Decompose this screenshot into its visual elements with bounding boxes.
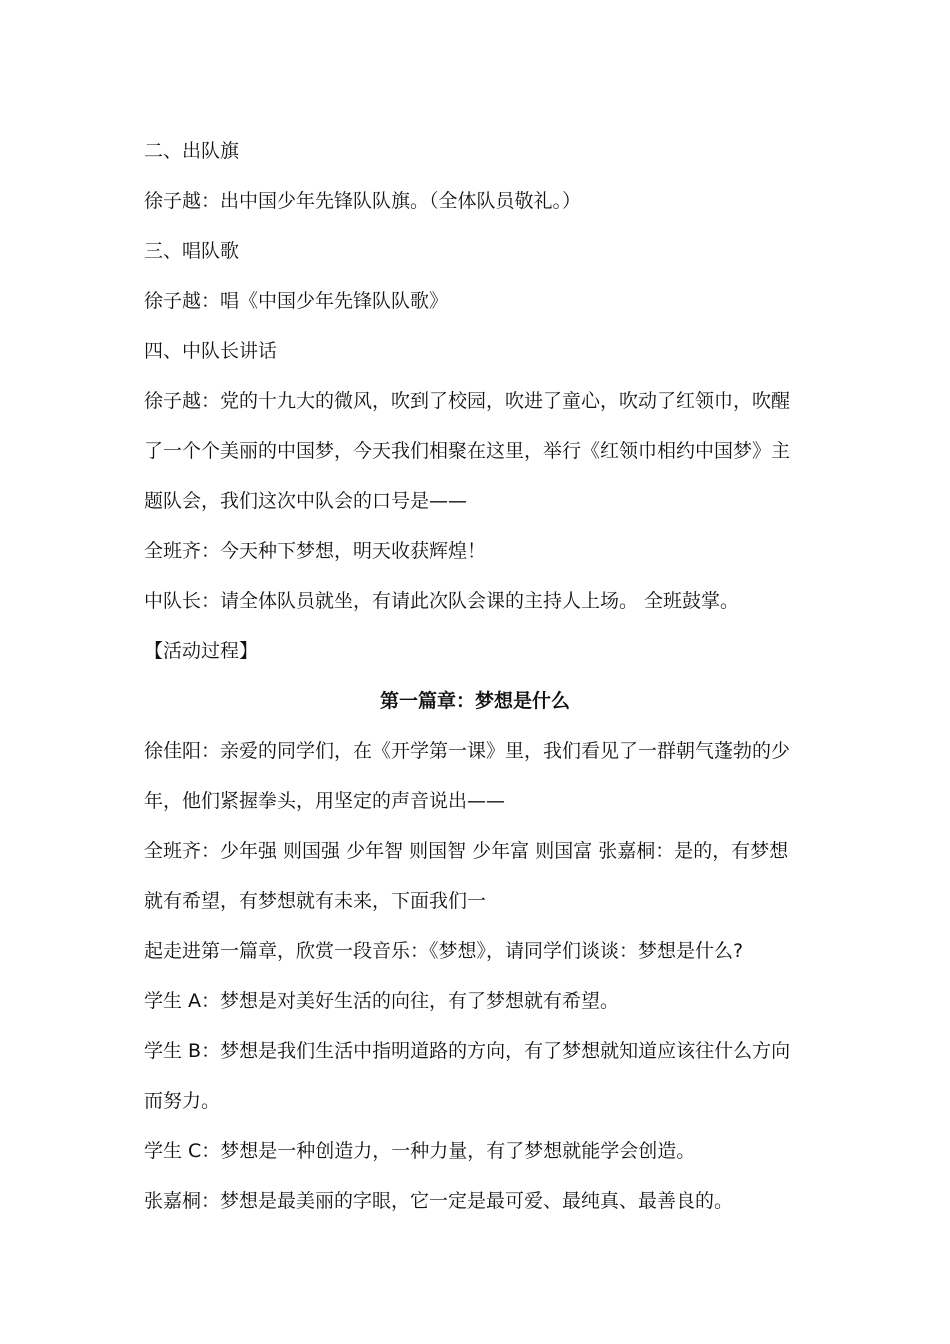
- paragraph-line: 起走进第一篇章，欣赏一段音乐：《梦想》，请同学们谈谈：梦想是什么?: [144, 940, 744, 962]
- paragraph-line: 学生 C：梦想是一种创造力，一种力量，有了梦想就能学会创造。: [144, 1140, 696, 1162]
- paragraph-line: 全班齐：今天种下梦想，明天收获辉煌！: [144, 540, 487, 562]
- paragraph-line: 学生 B：梦想是我们生活中指明道路的方向，有了梦想就知道应该往什么方向: [144, 1040, 791, 1062]
- paragraph-line: 徐子越：唱《中国少年先锋队队歌》: [144, 290, 449, 312]
- paragraph-line: 中队长：请全体队员就坐，有请此次队会课的主持人上场。 全班鼓掌。: [144, 590, 740, 612]
- paragraph-line: 题队会，我们这次中队会的口号是——: [144, 490, 468, 512]
- section-heading-activity-process: 【活动过程】: [144, 640, 259, 662]
- section-heading-sing-song: 三、唱队歌: [144, 240, 240, 262]
- paragraph-line: 年，他们紧握拳头，用坚定的声音说出——: [144, 790, 506, 812]
- paragraph-line: 徐子越：出中国少年先锋队队旗。（全体队员敬礼。）: [144, 190, 582, 212]
- document-body: [144, 133, 809, 1233]
- chapter-title: 第一篇章：梦想是什么: [379, 690, 570, 712]
- paragraph-line: 了一个个美丽的中国梦，今天我们相聚在这里，举行《红领巾相约中国梦》主: [144, 440, 791, 462]
- paragraph-line: 全班齐：少年强 则国强 少年智 则国智 少年富 则国富 张嘉桐：是的，有梦想: [144, 840, 789, 862]
- paragraph-line: 徐佳阳：亲爱的同学们，在《开学第一课》里，我们看见了一群朝气蓬勃的少: [144, 740, 791, 762]
- paragraph-line: 学生 A：梦想是对美好生活的向往，有了梦想就有希望。: [144, 990, 620, 1012]
- paragraph-line: 而努力。: [144, 1090, 221, 1112]
- section-heading-leader-speech: 四、中队长讲话: [144, 340, 278, 362]
- paragraph-line: 徐子越：党的十九大的微风，吹到了校园，吹进了童心，吹动了红领巾，吹醒: [144, 390, 791, 412]
- paragraph-line: 张嘉桐：梦想是最美丽的字眼，它一定是最可爱、最纯真、最善良的。: [144, 1190, 734, 1212]
- paragraph-line: 就有希望，有梦想就有未来，下面我们一: [144, 890, 487, 912]
- section-heading-raise-flag: 二、出队旗: [144, 140, 240, 162]
